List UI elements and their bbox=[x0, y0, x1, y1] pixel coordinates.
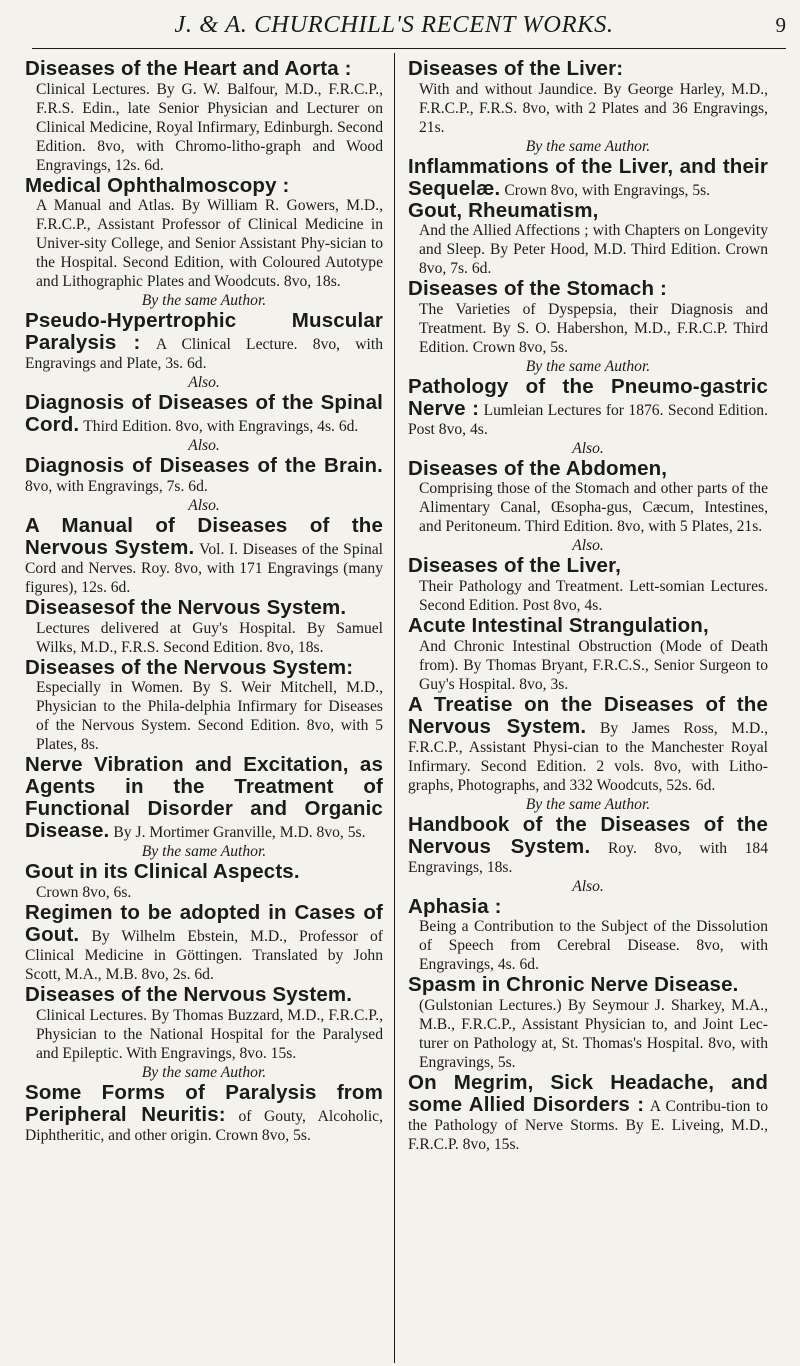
author-note: By the same Author. bbox=[141, 843, 267, 861]
book-description: 8vo, with Engravings, 7s. 6d. bbox=[25, 478, 208, 496]
book-title: A Manual of Diseases of the Nervous System. bbox=[25, 514, 383, 560]
author-note: By the same Author. bbox=[525, 137, 651, 155]
book-title: Some Forms of Paralysis from Peripheral Neuritis: bbox=[25, 1080, 383, 1126]
book-entry bbox=[408, 974, 768, 1072]
book-description: With and without Jaundice. By George Harley, M.D., F.R.C.P., F.R.S. 8vo, with 2 Plates and 36 Engravings, 21s. bbox=[419, 80, 768, 136]
author-note: By the same Author. bbox=[141, 1063, 267, 1081]
book-title: Diseases of the Liver: bbox=[408, 57, 624, 80]
book-entry bbox=[25, 392, 383, 455]
book-title: Pathology of the Pneumo-gastric Nerve : bbox=[408, 374, 768, 420]
book-entry-text bbox=[408, 814, 768, 877]
book-description: Clinical Lectures. By G. W. Balfour, M.D., F.R.C.P., F.R.S. Edin., late Senior Physician and Lecturer on Clinical Medicine, Royal Infirmary, Edinburgh. Second Edition. 8vo, with Chromo-litho-graph and Wood Engravings, 12s. 6d. bbox=[36, 80, 383, 174]
book-title: Inflammations of the Liver, and their Sequelæ. bbox=[408, 154, 768, 200]
book-entry bbox=[408, 555, 768, 615]
book-description: The Varieties of Dyspepsia, their Diagnosis and Treatment. By S. O. Habershon, M.D., F.R.C.P. Third Edition. Crown 8vo, 5s. bbox=[419, 300, 768, 356]
book-entry bbox=[25, 754, 383, 861]
book-title: Diseases of the Liver, bbox=[408, 554, 621, 578]
author-note: Also. bbox=[188, 497, 220, 515]
book-entry bbox=[408, 278, 768, 376]
author-note: By the same Author. bbox=[141, 292, 267, 310]
book-title: Diseases of the Abdomen, bbox=[408, 456, 668, 480]
book-description: Lectures delivered at Guy's Hospital. By Samuel Wilks, M.D., F.R.S. Second Edition. 8vo, 18s. bbox=[36, 619, 383, 656]
book-description: By Wilhelm Ebstein, M.D., Professor of Clinical Medicine in Göttingen. Translated by John Scott, M.A., M.B. 8vo, 2s. 6d. bbox=[25, 927, 384, 983]
author-note: Also. bbox=[572, 877, 604, 895]
book-title: Diseases of the Heart and Aorta : bbox=[25, 57, 352, 80]
page-number: 9 bbox=[775, 13, 786, 37]
book-description: Third Edition. 8vo, with Engravings, 4s. 6d. bbox=[83, 418, 359, 436]
right-column bbox=[408, 58, 768, 1154]
book-entry-text bbox=[25, 310, 383, 373]
book-entry-text bbox=[408, 1072, 768, 1154]
book-entry-text bbox=[25, 1082, 383, 1145]
book-description: And the Allied Affections ; with Chapters on Longevity and Sleep. By Peter Hood, M.D. Third Edition. Crown 8vo, 7s. 6d. bbox=[419, 222, 768, 278]
book-entry bbox=[408, 200, 768, 279]
book-description: And Chronic Intestinal Obstruction (Mode of Death from). By Thomas Bryant, F.R.C.S., Senior Surgeon to Guy's Hospital. 8vo, 3s. bbox=[419, 637, 768, 693]
page-header bbox=[32, 8, 786, 49]
book-description: A Manual and Atlas. By William R. Gowers, M.D., F.R.C.P., Assistant Professor of Clinical Medicine in Univer-sity College, and Senior Assistant Phy-sician to the Hospital. Second Edition, with Coloured Autotype and Lithographic Plates and Woodcuts. 8vo, 18s. bbox=[36, 197, 383, 291]
book-title: Gout in its Clinical Aspects. bbox=[25, 860, 300, 884]
book-description: Their Pathology and Treatment. Lett-somian Lectures. Second Edition. Post 8vo, 4s. bbox=[419, 577, 768, 614]
book-entry-text bbox=[25, 515, 383, 597]
book-title: Nerve Vibration and Excitation, as Agents in the Treatment of Functional Disorder and Organic Disease. bbox=[25, 753, 383, 843]
book-description: Being a Contribution to the Subject of the Dissolution of Speech from Cerebral Disease. 8vo, with Engravings, 4s. 6d. bbox=[419, 918, 768, 974]
book-description: Roy. 8vo, with 184 Engravings, 18s. bbox=[408, 839, 769, 876]
book-entry bbox=[25, 861, 383, 902]
book-entry-text bbox=[25, 754, 383, 842]
running-title: J. & A. CHURCHILL'S RECENT WORKS. bbox=[174, 11, 614, 38]
book-description: Comprising those of the Stomach and other parts of the Alimentary Canal, Œsopha-gus, Cæcum, Intestines, and Peritoneum. Third Edition. 8vo, with 5 Plates, 21s. bbox=[419, 480, 768, 536]
book-description: Especially in Women. By S. Weir Mitchell, M.D., Physician to the Phila-delphia Infirmary for Diseases of the Nervous System. Second Edition. 8vo, with 5 Plates, 8s. bbox=[36, 679, 383, 754]
book-description: Vol. I. Diseases of the Spinal Cord and Nerves. Roy. 8vo, with 171 Engravings (many figures), 12s. 6d. bbox=[25, 541, 383, 597]
book-entry bbox=[25, 984, 383, 1082]
column-divider bbox=[394, 53, 395, 1363]
book-entry bbox=[408, 896, 768, 975]
book-title: A Treatise on the Diseases of the Nervous System. bbox=[408, 692, 768, 738]
book-title: Diseases of the Nervous System. bbox=[25, 982, 353, 1006]
book-title: Diagnosis of Diseases of the Spinal Cord. bbox=[25, 391, 383, 437]
book-entry bbox=[408, 58, 768, 156]
book-entry bbox=[408, 814, 768, 896]
book-entry-text bbox=[408, 156, 768, 200]
book-title: On Megrim, Sick Headache, and some Allied Disorders : bbox=[408, 1070, 768, 1116]
author-note: Also. bbox=[572, 537, 604, 555]
book-description: Crown 8vo, 6s. bbox=[36, 883, 132, 901]
book-entry-text bbox=[25, 902, 383, 984]
book-title: Gout, Rheumatism, bbox=[408, 198, 599, 222]
book-entry bbox=[25, 597, 383, 657]
book-description: By James Ross, M.D., F.R.C.P., Assistant Physi-cian to the Manchester Royal Infirmary. Second Edition. 2 vols. 8vo, with Litho-graphs, Photographs, and 332 Woodcuts, 52s. 6d. bbox=[408, 719, 769, 794]
book-entry-text bbox=[408, 376, 768, 439]
book-entry bbox=[25, 310, 383, 392]
book-description: A Contribu-tion to the Pathology of Nerve Storms. By E. Liveing, M.D., F.R.C.P. 8vo, 15s. bbox=[408, 1097, 768, 1153]
book-title: Acute Intestinal Strangulation, bbox=[408, 613, 709, 637]
book-title: Diseases of the Stomach : bbox=[408, 277, 667, 301]
book-description: Clinical Lectures. By Thomas Buzzard, M.D., F.R.C.P., Physician to the National Hospital for the Paralysed and Epileptic. With Engravings, 8vo. 15s. bbox=[36, 1006, 383, 1062]
book-title: Aphasia : bbox=[408, 894, 502, 918]
book-entry-text bbox=[408, 694, 768, 795]
book-entry bbox=[25, 58, 383, 175]
book-entry-text bbox=[25, 455, 383, 496]
book-entry-text bbox=[25, 392, 383, 436]
book-title: Regimen to be adopted in Cases of Gout. bbox=[25, 900, 383, 946]
author-note: By the same Author. bbox=[525, 357, 651, 375]
author-note: Also. bbox=[572, 439, 604, 457]
book-description: A Clinical Lecture. 8vo, with Engravings and Plate, 3s. 6d. bbox=[25, 336, 383, 373]
left-column bbox=[25, 58, 383, 1145]
book-description: of Gouty, Alcoholic, Diphtheritic, and other origin. Crown 8vo, 5s. bbox=[25, 1107, 383, 1144]
book-description: (Gulstonian Lectures.) By Seymour J. Sharkey, M.A., M.B., F.R.C.P., Assistant Physician to, and Joint Lec-turer on Pathology at, St. Thomas's Hospital. 8vo, with Engravings, 5s. bbox=[419, 996, 768, 1071]
author-note: By the same Author. bbox=[525, 795, 651, 813]
book-entry bbox=[408, 458, 768, 556]
book-title: Diseasesof the Nervous System. bbox=[25, 596, 347, 620]
book-entry bbox=[25, 657, 383, 755]
book-entry bbox=[408, 694, 768, 814]
book-entry bbox=[25, 515, 383, 597]
book-description: Crown 8vo, with Engravings, 5s. bbox=[504, 181, 711, 199]
book-title: Pseudo-Hypertrophic Muscular Paralysis : bbox=[25, 309, 383, 355]
author-note: Also. bbox=[188, 437, 220, 455]
book-entry bbox=[25, 455, 383, 515]
book-title: Handbook of the Diseases of the Nervous System. bbox=[408, 812, 768, 858]
book-entry bbox=[408, 156, 768, 200]
book-entry bbox=[408, 376, 768, 458]
book-title: Medical Ophthalmoscopy : bbox=[25, 173, 290, 197]
book-title: Spasm in Chronic Nerve Disease. bbox=[408, 973, 739, 997]
book-entry bbox=[25, 175, 383, 311]
book-title: Diagnosis of Diseases of the Brain. bbox=[25, 454, 383, 478]
book-description: By J. Mortimer Granville, M.D. 8vo, 5s. bbox=[113, 824, 366, 842]
book-entry bbox=[408, 615, 768, 694]
book-title: Diseases of the Nervous System: bbox=[25, 655, 354, 679]
book-description: Lumleian Lectures for 1876. Second Edition. Post 8vo, 4s. bbox=[408, 401, 769, 438]
author-note: Also. bbox=[188, 374, 220, 392]
book-entry bbox=[25, 902, 383, 984]
book-entry bbox=[25, 1082, 383, 1145]
book-entry bbox=[408, 1072, 768, 1154]
